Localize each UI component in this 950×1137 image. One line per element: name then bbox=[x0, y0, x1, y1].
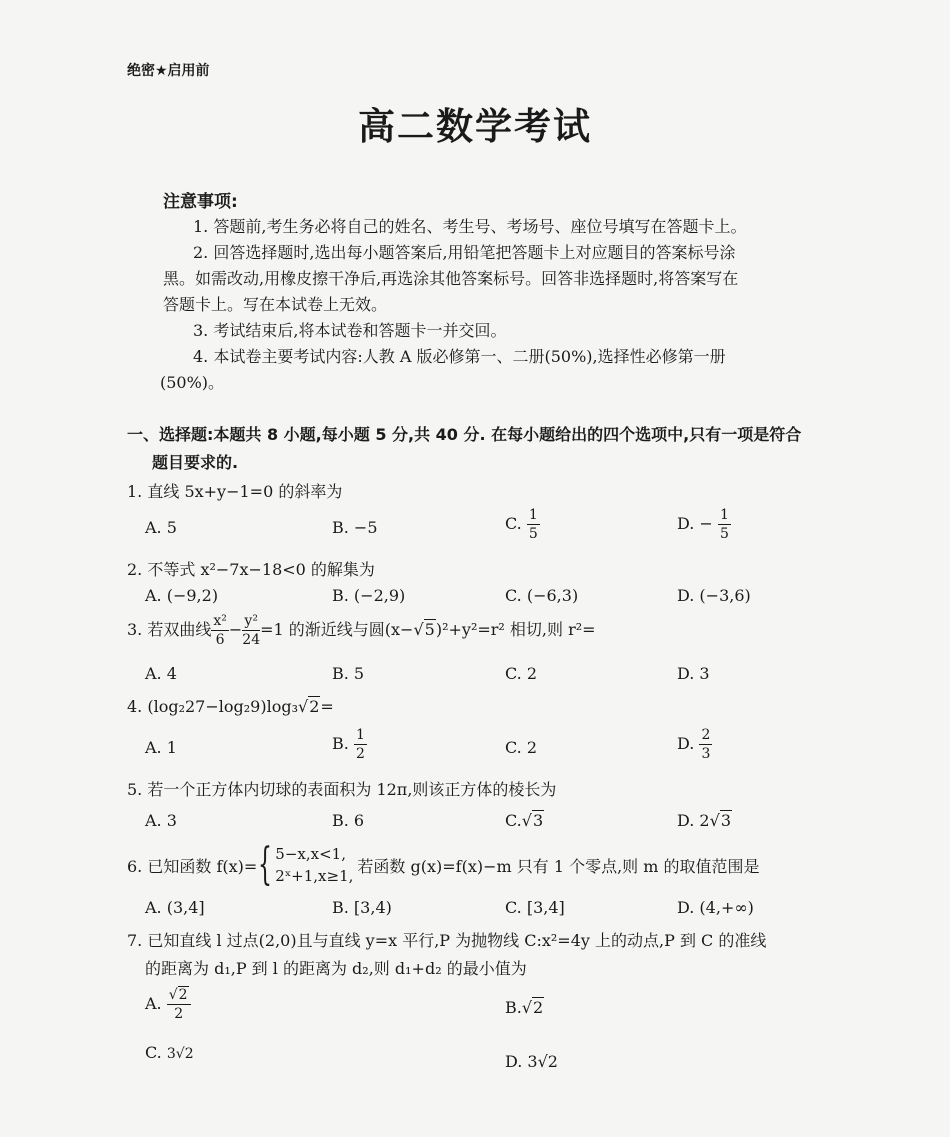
question-4-option-b bbox=[332, 728, 367, 761]
notes-title: 注意事项: bbox=[163, 192, 238, 212]
q3-sqrt: 5 bbox=[424, 620, 435, 639]
q3-minus: − bbox=[228, 620, 243, 639]
question-2-option-c: C. (−6,3) bbox=[505, 586, 579, 605]
q7-b-label: B. bbox=[505, 998, 522, 1017]
question-2-stem: 2. 不等式 x²−7x−18<0 的解集为 bbox=[127, 560, 375, 579]
q6-case-2: 2ˣ+1,x≥1, bbox=[275, 867, 354, 885]
q1-d-label: D. − bbox=[677, 514, 713, 533]
question-1-option-a: A. 5 bbox=[145, 518, 177, 537]
page-title: 高二数学考试 bbox=[358, 105, 592, 148]
q4-b-label: B. bbox=[332, 734, 349, 753]
q7-a-fraction: $\frac{√2}{2}$ bbox=[167, 988, 191, 1021]
question-5-option-a: A. 3 bbox=[145, 811, 177, 830]
q7-b-sqrt: 2 bbox=[533, 998, 544, 1017]
q4-prefix: 4. (log₂27−log₂9)log₃ bbox=[127, 697, 298, 716]
q3-fraction-y: $\frac{\text{y²}}{24}$ bbox=[242, 613, 261, 648]
question-4-option-d bbox=[677, 728, 712, 761]
q4-sqrt: 2 bbox=[309, 697, 320, 716]
question-1-option-c bbox=[505, 508, 540, 541]
q3-fraction-x: $\frac{\text{x²}}{6}$ bbox=[213, 613, 227, 648]
q3-suffix: )²+y²=r² 相切,则 r²= bbox=[435, 620, 596, 639]
q6-suffix: 若函数 g(x)=f(x)−m 只有 1 个零点,则 m 的取值范围是 bbox=[357, 856, 760, 876]
q1-c-fraction: $\frac{1}{5}$ bbox=[528, 507, 538, 542]
note-1: 1. 答题前,考生务必将自己的姓名、考生号、考场号、座位号填写在答题卡上。 bbox=[193, 217, 747, 236]
q7-c-numerator: 3√2 bbox=[166, 1046, 194, 1062]
q6-prefix: 6. 已知函数 f(x)= bbox=[127, 856, 258, 876]
question-7-option-c bbox=[145, 1043, 194, 1061]
q6-case-1: 5−x,x<1, bbox=[275, 845, 346, 863]
question-4-option-a: A. 1 bbox=[145, 738, 177, 757]
question-3-option-a: A. 4 bbox=[145, 664, 177, 683]
q1-d-fraction: $\frac{1}{5}$ bbox=[719, 507, 729, 542]
note-2-line-3: 答题卡上。写在本试卷上无效。 bbox=[163, 295, 388, 314]
question-4-stem: 4. (log₂27−log₂9)log₃√2= bbox=[127, 697, 334, 716]
question-6-option-d: D. (4,+∞) bbox=[677, 898, 754, 917]
question-5-option-c: C.√3 bbox=[505, 811, 544, 830]
question-6-stem bbox=[127, 840, 760, 890]
question-1-option-b: B. −5 bbox=[332, 518, 378, 537]
question-6-option-b: B. [3,4) bbox=[332, 898, 392, 917]
q4-d-fraction: $\frac{2}{3}$ bbox=[701, 727, 711, 762]
question-2-option-a: A. (−9,2) bbox=[145, 586, 219, 605]
question-1-option-d bbox=[677, 508, 731, 541]
q7-c-label: C. bbox=[145, 1043, 162, 1062]
q4-d-label: D. bbox=[677, 734, 695, 753]
note-4-line-2: (50%)。 bbox=[160, 373, 225, 392]
q5-d-sqrt: 3 bbox=[720, 811, 731, 830]
q6-piecewise bbox=[275, 843, 353, 887]
confidential-label: 绝密★启用前 bbox=[127, 63, 210, 79]
question-7-option-d: D. 3√2 bbox=[505, 1052, 558, 1071]
question-7-line-1: 7. 已知直线 l 过点(2,0)且与直线 y=x 平行,P 为抛物线 C:x²=4y 上的动点,P 到 C 的准线 bbox=[127, 931, 767, 950]
q5-c-sqrt: 3 bbox=[532, 811, 544, 830]
question-2-option-b: B. (−2,9) bbox=[332, 586, 406, 605]
q7-a-label: A. bbox=[145, 994, 162, 1013]
section-1-heading-cont: 题目要求的. bbox=[152, 453, 239, 472]
question-7-line-2: 的距离为 d₁,P 到 l 的距离为 d₂,则 d₁+d₂ 的最小值为 bbox=[145, 959, 527, 978]
question-3-stem: 3. 若双曲线 $\frac{\text{x²}}{6}$ − $\frac{\text{y²}}{24}$ =1 的渐近线与圆(x−√5)²+y²=r² 相切,则 r²= bbox=[127, 613, 596, 648]
section-1-heading: 一、选择题:本题共 8 小题,每小题 5 分,共 40 分. 在每小题给出的四个选项中,只有一项是符合 bbox=[127, 425, 802, 444]
question-7-option-a bbox=[145, 988, 191, 1021]
note-2-line-2: 黑。如需改动,用橡皮擦干净后,再选涂其他答案标号。回答非选择题时,将答案写在 bbox=[163, 269, 739, 288]
question-5-option-b: B. 6 bbox=[332, 811, 365, 830]
question-1-stem: 1. 直线 5x+y−1=0 的斜率为 bbox=[127, 482, 343, 501]
q3-mid: =1 的渐近线与圆(x− bbox=[260, 620, 414, 639]
q4-b-fraction: $\frac{1}{2}$ bbox=[355, 727, 365, 762]
question-4-option-c: C. 2 bbox=[505, 738, 538, 757]
question-7-option-b: B.√2 bbox=[505, 998, 544, 1017]
q1-c-label: C. bbox=[505, 514, 522, 533]
question-6-option-c: C. [3,4] bbox=[505, 898, 565, 917]
question-3-option-b: B. 5 bbox=[332, 664, 365, 683]
question-5-stem: 5. 若一个正方体内切球的表面积为 12π,则该正方体的棱长为 bbox=[127, 780, 557, 799]
q4-suffix: = bbox=[320, 697, 334, 716]
question-5-option-d: D. 2√3 bbox=[677, 811, 731, 830]
q5-c-label: C. bbox=[505, 811, 522, 830]
note-4-line-1: 4. 本试卷主要考试内容:人教 A 版必修第一、二册(50%),选择性必修第一册 bbox=[193, 347, 726, 366]
note-2-line-1: 2. 回答选择题时,选出每小题答案后,用铅笔把答题卡上对应题目的答案标号涂 bbox=[193, 243, 736, 262]
question-3-option-d: D. 3 bbox=[677, 664, 710, 683]
q6-brace-icon: { bbox=[258, 839, 273, 890]
note-3: 3. 考试结束后,将本试卷和答题卡一并交回。 bbox=[193, 321, 507, 340]
q3-prefix: 3. 若双曲线 bbox=[127, 620, 212, 639]
q5-d-label: D. 2 bbox=[677, 811, 710, 830]
question-3-option-c: C. 2 bbox=[505, 664, 538, 683]
question-6-option-a: A. (3,4] bbox=[145, 898, 205, 917]
question-2-option-d: D. (−3,6) bbox=[677, 586, 751, 605]
